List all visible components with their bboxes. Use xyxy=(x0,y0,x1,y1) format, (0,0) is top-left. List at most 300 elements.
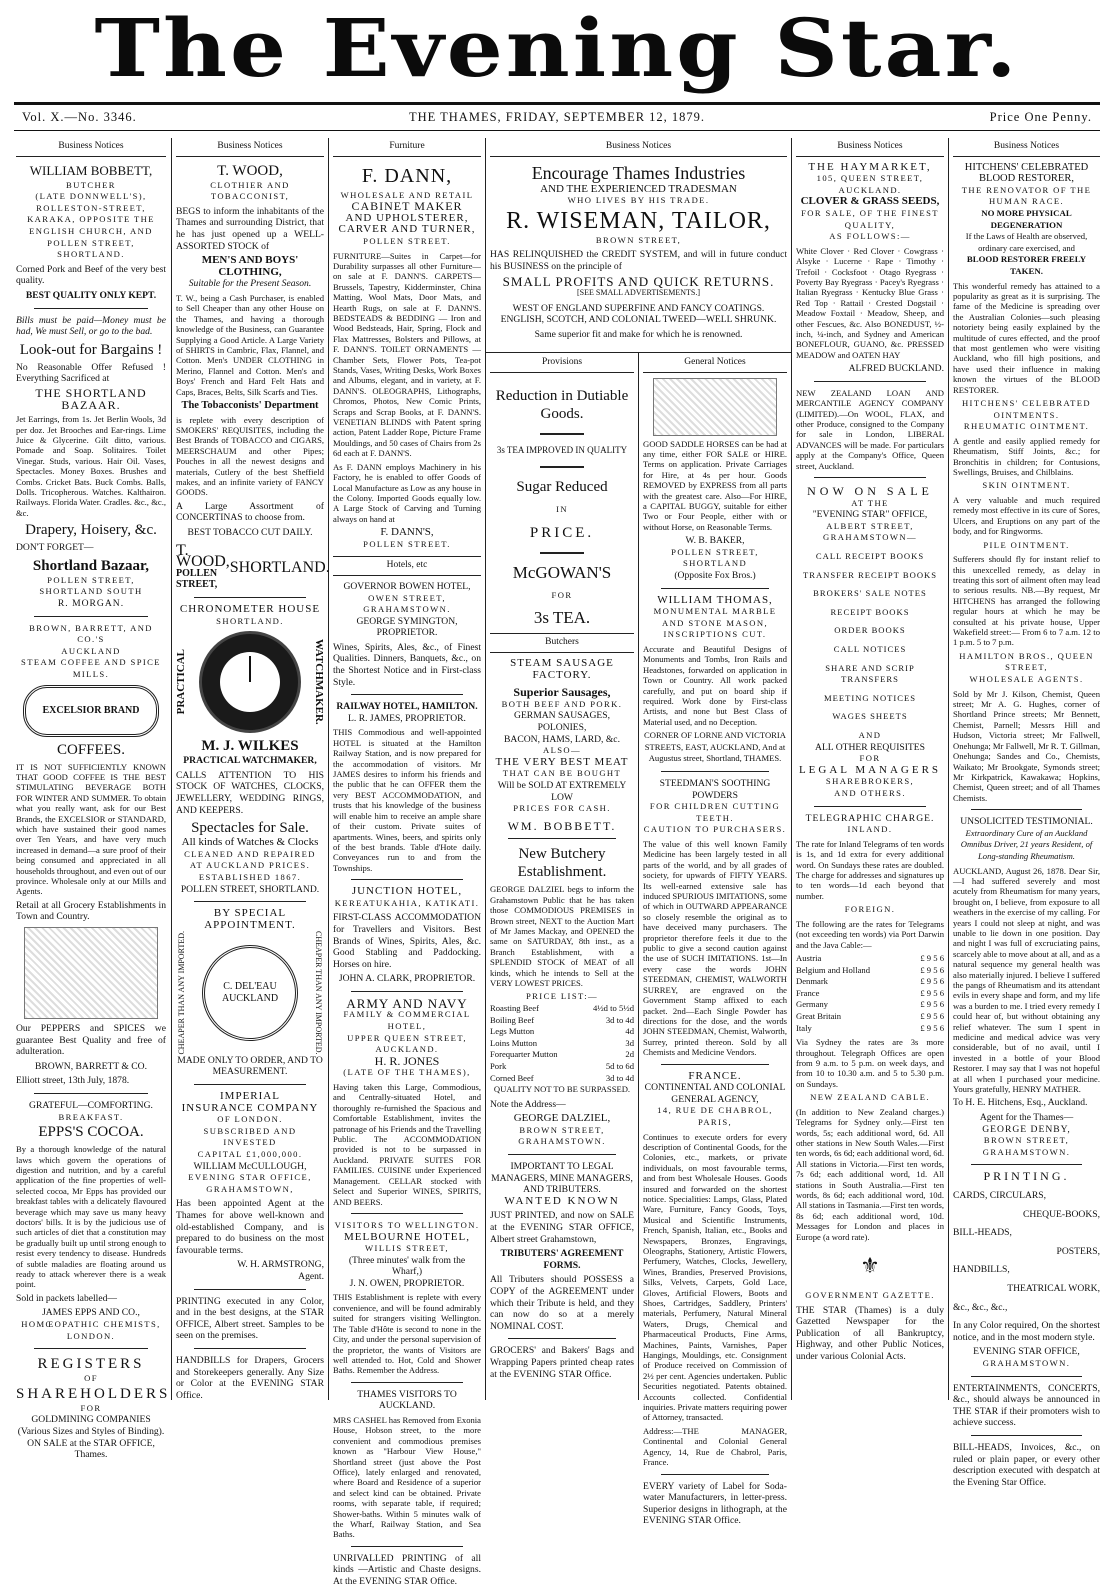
price-item: Legs Mutton xyxy=(490,1026,535,1037)
advert-body: Has been appointed Agent at the Thames for above well-known and old-established Company, and is prepared to do business on the most favourable terms. xyxy=(176,1198,324,1256)
advert-headline: TRIBUTERS' AGREEMENT FORMS. xyxy=(500,1248,624,1271)
brand-label: EXCELSIOR BRAND xyxy=(42,704,140,716)
divider xyxy=(351,694,463,695)
stationery-item: WAGES SHEETS xyxy=(832,711,908,722)
advert-title: GRATEFUL—COMFORTING. xyxy=(29,1099,153,1111)
advert-title: REGISTERS xyxy=(37,1356,145,1373)
advert-line: FOR xyxy=(859,753,881,764)
horse-carriage-illustration xyxy=(653,378,777,436)
advert-title: VISITORS TO WELLINGTON. xyxy=(334,1219,480,1230)
advert-trade: PRACTICAL WATCHMAKER, xyxy=(183,755,317,767)
advert-address: POLLEN STREET, SHORTLAND SOUTH xyxy=(39,574,143,597)
advert-tagline: BEST QUALITY ONLY KEPT. xyxy=(25,289,157,301)
advert-body: Sold by Mr J. Kilson, Chemist, Queen street; Mr A. G. Hughes, corner of Shortland Prince streets; Mr Bennett, Chemist, Parnell; Messrs Hill and Hudson, Victoria street; Mr Fallwell, Onehunga; Mr Fallwell, Mr R. T. Gillman, Onehunga; Sandes and Co., Chemists, Waikato; Mr Brookgate, Symonds street; Mr Kirkpatrick, Kawakawa; Hopkins, Chemist, Queen street; and of all Thames Chemists. xyxy=(953,688,1100,803)
advert-role: Agent. xyxy=(298,1270,324,1282)
divider xyxy=(194,1348,306,1349)
advert-location: POLLEN STREET. xyxy=(363,538,451,549)
signature-name: T. WOOD, xyxy=(176,541,230,571)
advert-line: If the Laws of Health are observed, ordinary care exercised, and xyxy=(965,231,1088,253)
advert-line: 3s TEA IMPROVED IN QUALITY xyxy=(496,444,628,455)
divider xyxy=(971,1376,1082,1377)
divider xyxy=(540,466,584,468)
column-3 xyxy=(333,138,481,1587)
advert-name: W. B. BAKER, xyxy=(685,535,745,547)
advert-body: The rate for Inland Telegrams of ten words is 1s, and 1d extra for every additional word. On Sundays these rates are doubled. The charge for addresses and signatures up to ten words—1d each beyond that number. xyxy=(796,838,944,901)
advert-body: GEORGE DALZIEL begs to inform the Grahamstown Public that he has taken those COMMODIOUS PREMISES in Brown street, NEXT to the Auction Mart of Mr James Mackay, and OPENED the same on SATURDAY, 8th inst., as a Branch Establishment, with a SPLENDID STOCK of MEAT of all kinds, which he intends to Sell at the VERY LOWEST PRICES. xyxy=(490,884,634,988)
brand-labels-illustration xyxy=(24,927,158,1019)
rate-row xyxy=(796,988,944,1000)
divider xyxy=(508,1338,616,1339)
advert-line: MADE ONLY TO ORDER, AND TO MEASUREMENT. xyxy=(177,1054,323,1078)
advert-line: OF LONDON. xyxy=(217,1114,283,1125)
advert-line: SHAREBROKERS, xyxy=(825,776,915,787)
advert-body: AUCKLAND, August 26, 1878. Dear Sir,—I had suffered severely and most acutely from Rheumatism for many years, brought on, I believe, from exposure to all weathers in the exercise of my calling. For years I could not sleep at night, and was unable to lie down in one position. Day and night I was full of excruciating pains, scarcely able to move about at all, and as a natural sequence my general health was also materially injured. I believe I suffered the pangs of Rheumatism and its attendant evils in every shape and form, and my life was a burden to me. I tried every remedy I could hear of, but without obtaining any relief whatever. The sum I spent in medicine and medical advice was very considerable, but of no avail, until I invested in a bottle of your Blood Restorer. I may say that I was not hopeful at all when I purchased your medicine. Yours gratefully, HENRY MATHER. xyxy=(953,865,1100,1095)
advert-line: AT THE xyxy=(851,497,889,508)
rate-country: Belgium and Holland xyxy=(796,964,870,975)
advert-name: GEORGE DENBY, xyxy=(982,1123,1071,1135)
advert-title: SHAREHOLDERS xyxy=(16,1385,171,1402)
price-row xyxy=(490,1038,634,1050)
divider xyxy=(351,1213,463,1214)
price-list xyxy=(490,1003,634,1084)
divider xyxy=(971,809,1082,810)
column-separator xyxy=(638,352,639,1400)
advert-side-label: CHEAPER THAN ANY IMPORTED. xyxy=(314,931,323,1055)
advert-headline: Goods. xyxy=(540,405,584,422)
advert-line: IN xyxy=(556,504,568,515)
printing-item: BILL-HEADS, xyxy=(953,1227,1012,1239)
advert-headline: Reduction in Dutiable xyxy=(495,387,629,404)
price-row xyxy=(490,1061,634,1073)
divider xyxy=(814,381,926,382)
price-item: Corned Beef xyxy=(490,1072,534,1083)
advert-body: All Tributers should POSSESS a COPY of the AGREEMENT under which their Tribute is held, and they can now do so at a merely NOMINAL COST. xyxy=(490,1274,634,1332)
advert-subtitle: INLAND. xyxy=(847,824,893,835)
advert-headline: MEN'S AND BOYS' CLOTHING, xyxy=(201,254,299,278)
price-item: Pork xyxy=(490,1060,507,1071)
advert-line: GRAHAMSTOWN. xyxy=(982,1357,1071,1368)
stationery-item: ORDER BOOKS xyxy=(834,625,906,636)
divider xyxy=(814,806,926,807)
price-value: 4d xyxy=(625,1026,634,1037)
advert-headline: Spectacles for Sale. xyxy=(191,820,309,837)
divider xyxy=(194,901,306,902)
advert-title: Look-out for Bargains ! xyxy=(19,341,163,358)
advert-body: GROCERS' and Bakers' Bags and Wrapping Papers printed cheap rates at the EVENING STAR Office. xyxy=(490,1345,634,1380)
price-list-title: PRICE LIST:— xyxy=(526,991,598,1002)
rate-row xyxy=(796,976,944,988)
advert-name: EPPS'S COCOA. xyxy=(38,1124,144,1141)
advert-line: AS FOLLOWS:— xyxy=(829,231,911,242)
advert-title: New Butchery Establishment. xyxy=(517,846,607,881)
advert-body: Sufferers should fly for instant relief to this unexcelled remedy, as delay in treating this sort of ailment often may lead to serious results. NB.—By request, Mr HITCHENS has arranged the following regular hours at which he may be consulted at his private house, Upper Wakefield street:— From 6 to 7 a.m. 12 to 1 p.m. 5 to 7 p.m. xyxy=(953,554,1100,648)
advert-line: Agent for the Thames— xyxy=(979,1112,1074,1124)
advert-name: WILLIAM McCULLOUGH, xyxy=(193,1160,307,1172)
advert-line: CAPITAL £1,000,000. xyxy=(197,1149,303,1159)
advert-subtitle: SKIN OINTMENT. xyxy=(982,480,1071,491)
rate-country: Germany xyxy=(796,999,828,1010)
advert-body: A very valuable and much required remedy most effective in its cure of Sores, Ulcers, and Eruptions on any part of the body, and for Ringworms. xyxy=(953,495,1100,537)
seal-label: C. DEL'EAU AUCKLAND xyxy=(221,981,279,1005)
advert-line: DON'T FORGET— xyxy=(16,542,94,554)
advert-side-label: PRACTICAL xyxy=(175,649,187,715)
advert-location: POLLEN STREET, SHORTLAND xyxy=(671,546,759,569)
advert-line: GRAHAMSTOWN, xyxy=(206,1183,294,1194)
advert-title: CHRONOMETER HOUSE xyxy=(179,603,321,615)
advert-body: This wonderful remedy has attained to a popularity as great as it is surprising. The fame of the Medicine is spreading over the Australian Colonies—such pleasing notoriety being easily explained by the multitude of cures effected, and the proof that most gentlemen who were visiting Auckland, who fill high positions, and have used their influence in making known the virtues of the BLOOD RESTORER. xyxy=(953,280,1100,395)
advert-trade: MONUMENTAL MARBLE AND STONE MASON, xyxy=(653,606,777,628)
advert-line: WHOLESALE AGENTS. xyxy=(969,674,1084,685)
advert-headline: BLOOD RESTORER FREELY TAKEN. xyxy=(966,254,1087,276)
divider xyxy=(971,1435,1082,1436)
advert-body: WEST OF ENGLAND SUPERFINE AND FANCY COATINGS. ENGLISH, SCOTCH, AND COLONIAL TWEED—WELL SHRUNK. xyxy=(500,302,777,326)
advert-shop: THE SHORTLAND BAZAAR. xyxy=(35,385,147,412)
divider xyxy=(351,1546,463,1547)
column-6 xyxy=(796,138,944,1400)
advert-name: MELBOURNE HOTEL, xyxy=(344,1230,470,1243)
advert-line: ALL OTHER REQUISITES xyxy=(815,741,925,753)
advert-body: GOOD SADDLE HORSES can be had at any time, either FOR SALE or HIRE. Terms on application. Private Carriages for Hire, at 4s per hour. Goods REMOVED by EXPRESS from all parts with the greatest care. Also—For HIRE, a CAPITAL BUGGY, suitable for either Two or Four People, either with or without Horse, on Reasonable Terms. xyxy=(643,438,787,532)
advert-body: THIS Commodious and well-appointed HOTEL is situated at the Hamilton Railway Station, and is now prepared for the accommodation of visitors. Mr JAMES desires to inform his friends and the public that he can OFFER them the very BEST ACCOMMODATION, and trusts that his knowledge of the business will enable him to receive an ample share of their custom. Private suites of apartments. Wines, beers, and spirits only of the best brands. Table d'Hote daily. Conveyances run to and from the Townships. xyxy=(333,727,481,873)
advert-name: THE HAYMARKET, xyxy=(808,160,932,173)
advert-headline: SMALL PROFITS AND QUICK RETURNS. xyxy=(502,273,775,289)
advert-note: [SEE SMALL ADVERTISEMENTS.] xyxy=(577,288,700,298)
rate-country: Austria xyxy=(796,952,822,963)
rate-row xyxy=(796,965,944,977)
section-heading: Business Notices xyxy=(796,138,944,157)
advert-line: To H. E. Hitchens, Esq., Auckland. xyxy=(953,1097,1088,1109)
advert-body: A Large Assortment of CONCERTINAS to choose from. xyxy=(176,500,324,524)
advert-line: BOTH BEEF AND PORK. xyxy=(501,698,623,709)
column-separator xyxy=(328,138,329,1400)
advert-headline: Sugar Reduced xyxy=(516,479,608,496)
printing-item: CHEQUE-BOOKS, xyxy=(1022,1208,1100,1220)
advert-line: THAT CAN BE BOUGHT xyxy=(502,768,622,779)
advert-title: UNSOLICITED TESTIMONIAL. xyxy=(960,816,1093,828)
column-1 xyxy=(16,138,171,1461)
advert-subtitle: BREAKFAST. xyxy=(58,1111,124,1122)
divider xyxy=(34,1348,148,1349)
advert-line: CAUTION TO PURCHASERS. xyxy=(643,824,787,835)
advert-line: SUBSCRIBED AND INVESTED xyxy=(203,1125,297,1148)
price-value: 3d to 4d xyxy=(605,1014,634,1025)
advert-name: GEORGE DALZIEL, xyxy=(513,1112,611,1125)
divider xyxy=(661,1474,769,1475)
advert-line: Will be SOLD AT EXTREMELY LOW xyxy=(497,779,627,803)
stationery-item: SHARE AND SCRIP TRANSFERS xyxy=(825,662,915,685)
advert-line: GOLDMINING COMPANIES xyxy=(31,1414,151,1426)
advert-title: IMPERIAL xyxy=(220,1090,280,1103)
rate-value: £ 9 5 6 xyxy=(920,952,944,963)
advert-subtitle: FOR CHILDREN CUTTING TEETH. xyxy=(649,801,781,823)
masthead xyxy=(0,0,1114,100)
advert-body: MRS CASHEL has Removed from Exonia House, Hobson street, to the more convenient and commodious premises known as "Harbour View House," Shortland street (just above the Post Office), lately enlarged and renovated, where Board and Residence of a superior and select kind can be obtained. Private rooms, with separate table, if required; Shower-baths. Within 5 minutes walk of the Wharf, Railway Station, and Sea Baths. xyxy=(333,1414,481,1540)
divider xyxy=(661,1064,769,1065)
price-item: Roasting Beef xyxy=(490,1002,539,1013)
printing-list xyxy=(953,1190,1100,1313)
advert-line: Suitable for the Present Season. xyxy=(188,278,312,290)
advert-name: CONTINENTAL AND COLONIAL GENERAL AGENCY, xyxy=(644,1082,786,1105)
advert-title: STEAM SAUSAGE FACTORY. xyxy=(510,656,614,681)
clock-icon xyxy=(199,631,301,733)
advert-line: "EVENING STAR" OFFICE, xyxy=(812,509,928,521)
advert-line: PRICES FOR CASH. xyxy=(513,803,611,814)
advert-line: FOR xyxy=(80,1402,102,1413)
advert-signature xyxy=(176,541,330,591)
advert-signature: W. H. ARMSTRONG, xyxy=(237,1259,324,1271)
advert-address: Address:—THE MANAGER, Continental and Colonial General Agency, 14, Rue de Chabrol, Paris, France. xyxy=(643,1425,787,1468)
advert-subtitle: FOREIGN. xyxy=(844,904,896,915)
rate-country: Great Britain xyxy=(796,1010,842,1021)
shirt-seal-row xyxy=(176,931,324,1055)
divider xyxy=(661,771,769,772)
advert-body: BILL-HEADS, Invoices, &c., on ruled or plain paper, or every other description executed with despatch at the Evening Star Office. xyxy=(953,1441,1100,1488)
advert-body: ENTERTAINMENTS, CONCERTS, &c., should always be announced in THE STAR if their promoters wish to achieve success. xyxy=(953,1382,1100,1429)
advert-owner: R. MORGAN. xyxy=(57,597,125,609)
advert-subtitle: Extraordinary Cure of an Auckland Omnibus Driver, 21 years Resident, of Long-standing Rheumatism. xyxy=(960,827,1093,861)
rate-row xyxy=(796,1011,944,1023)
printing-item: HANDBILLS, xyxy=(953,1264,1010,1276)
advert-title: INSURANCE COMPANY xyxy=(181,1101,319,1114)
advert-body: PRINTING executed in any Color, and in the best designs, at the STAR OFFICE, Albert street. Samples to be seen on the premises. xyxy=(176,1295,324,1342)
divider xyxy=(661,588,769,589)
advert-body: Continues to execute orders for every description of Continental Goods, for the Colonies, etc., markets, or private individuals, on most favourable terms, and from best Wholesale Houses. Goods insured and forwarded on the shortest notice. Specialities: Lamps, Glass, Plated Ware, Furniture, Fancy Goods, Toys, Musical and Scientific Instruments, French, Spanish, Italian, etc., Books and Newspapers, Bronzes, Engravings, Oleographs, Stationery, Artistic Flowers, Perfumery, Watches, Clocks, Jewellery, Wines, Brandies, Preserved Provisions, Silks, Velvets, Carpets, Gold Lace, Gloves, Artificial Flowers, Boots and Shoes, Cartridges, Saddlery, Printers' materials, Perfumery, Natural Mineral Waters, Drugs, Chemical and Pharmaceutical Products, Fine Arms, Machines, Paints, Varnishes, Paper Hangings, Mouldings, etc. Consignment of Produce received on Commission of 2½ per cent. Agencies undertaken. Public Securities negotiated. Patents obtained. Accounts collected. Confidential inquiries. Private matters requiring power of Attorney, transacted. xyxy=(643,1131,787,1423)
advert-location: BROWN STREET, GRAHAMSTOWN. xyxy=(982,1135,1071,1157)
advert-signature: BROWN, BARRETT & CO. xyxy=(34,1060,148,1072)
advert-headline: THE VERY BEST MEAT xyxy=(495,755,629,768)
stationery-item: BROKERS' SALE NOTES xyxy=(813,588,927,599)
price-value: 4½d to 5½d xyxy=(592,1002,634,1013)
advert-body: CALLS ATTENTION TO HIS STOCK OF WATCHES, CLOCKS, JEWELLERY, WEDDING RINGS, AND KEEPERS. xyxy=(176,769,324,816)
price-item: Forequarter Mutton xyxy=(490,1049,558,1060)
advert-body: By a thorough knowledge of the natural laws which govern the operations of digestion and nutrition, and by a careful application of the fine properties of well-selected cocoa, Mr Epps has provided our breakfast tables with a delicately flavoured beverage which may save us many heavy doctors' bills. It is by the judicious use of such articles of diet that a constitution may be gradually built up until strong enough to resist every tendency to disease. Hundreds of subtle maladies are floating around us ready to attack wherever there is a weak point. xyxy=(16,1144,166,1290)
advert-firm-address: HOMŒOPATHIC CHEMISTS, LONDON. xyxy=(21,1319,161,1341)
advert-title: HITCHENS' CELEBRATED BLOOD RESTORER, xyxy=(964,161,1089,185)
advert-body: In any Color required, On the shortest notice, and in the most modern style. xyxy=(953,1320,1100,1343)
divider xyxy=(540,552,584,554)
advert-body: Sold in packets labelled— xyxy=(16,1292,117,1304)
divider xyxy=(351,879,463,880)
advert-place: AUCKLAND xyxy=(61,645,121,656)
advert-line: (Three minutes' walk from the Wharf,) xyxy=(348,1254,466,1278)
dateline-rule xyxy=(14,130,1100,131)
advert-body: FIRST-CLASS ACCOMMODATION for Travellers and Visitors. Best Brands of Wines, Spirits, Ales, &c. Good Stabling and Paddocking. Horses on hire. xyxy=(333,912,481,970)
advert-proprietor: J. N. OWEN, PROPRIETOR. xyxy=(349,1277,465,1289)
advert-headline: Superior Sausages, xyxy=(513,685,611,700)
section-heading: Furniture xyxy=(333,138,481,157)
advert-title: PRINTING. xyxy=(983,1169,1070,1184)
advert-body: A gentle and easily applied remedy for Rheumatism, Stiff Joints, &c.; for Bronchitis in children; for Contusions, Swellings, Bruises, and Chilblains. xyxy=(953,435,1100,477)
advert-title: THAMES VISITORS TO AUCKLAND. xyxy=(357,1388,457,1412)
rate-country: Italy xyxy=(796,1022,812,1033)
advert-title: BY SPECIAL APPOINTMENT. xyxy=(204,907,296,931)
advert-location: POLLEN STREET. xyxy=(363,235,451,246)
divider xyxy=(540,433,584,435)
divider xyxy=(508,838,616,839)
advert-subtitle: THE RENOVATOR OF THE HUMAN RACE. xyxy=(961,184,1092,207)
advert-location: BROWN STREET, GRAHAMSTOWN. xyxy=(518,1124,606,1147)
advert-line: AND xyxy=(858,729,882,740)
advert-body: IT IS NOT SUFFICIENTLY KNOWN THAT GOOD COFFEE IS THE BEST STIMULATING BEVERAGE BOTH FOR WINTER AND SUMMER. To obtain what you really want, ask for our Best Brands, the EXCELSIOR or STANDARD, which have sustained their good names over Ten Years, and have very much increased in demand—a sure proof of their being consumed and appreciated in all households throughout, and even out of our province. Wholesale only at our Mills and Agents. xyxy=(16,761,166,897)
advert-location: SHORTLAND. xyxy=(216,615,284,626)
section-heading: Provisions xyxy=(490,354,634,373)
advert-location: BROWN STREET, xyxy=(595,234,682,245)
advert-line: FOR xyxy=(551,589,573,600)
advert-line: ALSO— xyxy=(542,745,582,756)
advert-location: OWEN STREET, GRAHAMSTOWN. xyxy=(363,592,451,615)
rate-value: £ 9 5 6 xyxy=(920,1010,944,1021)
advert-side-label: WATCHMAKER. xyxy=(313,639,325,726)
advert-name: M. J. WILKES xyxy=(201,738,299,755)
advert-title: GOVERNMENT GAZETTE. xyxy=(805,1290,935,1301)
advert-line: ESTABLISHED 1867. xyxy=(198,871,302,882)
advert-line: GRAHAMSTOWN— xyxy=(823,532,917,543)
advert-firm: JAMES EPPS AND CO., xyxy=(42,1307,140,1319)
advert-body: The value of this well known Family Medicine has been largely tested in all parts of the world, and by all grades of society, for upwards of FIFTY YEARS. Its well-earned extensive sale has induced SPURIOUS IMITATIONS, some of which in OUTWARD APPEARANCE so closely resemble the original as to have deceived many purchasers. The proprietor therefore feels it due to the public to give a second caution against the use of SUCH IMITATIONS. 1st—In every case the words JOHN STEEDMAN, CHEMIST, WALWORTH SURREY, are engraved on the Government Stamp affixed to each packet. 2nd—Each Single Powder has directions for the dose, and the words JOHN STEEDMAN, Chemist, Walworth, Surrey, printed thereon. Sold by all Chemists and Medicine Vendors. xyxy=(643,839,787,1058)
advert-title: HITCHENS' CELEBRATED OINTMENTS. xyxy=(961,398,1092,420)
shirt-manufactory-seal xyxy=(202,945,298,1041)
clock-illustration-row xyxy=(176,627,324,737)
advert-body: HANDBILLS for Drapers, Grocers and Storekeepers generally. Any Size or Color at the EVENING STAR Office. xyxy=(176,1354,324,1401)
masthead-title: The Evening Star. xyxy=(94,1,1020,95)
advert-trade: CLOTHIER AND TOBACCONIST, xyxy=(210,179,290,202)
advert-line: INSCRIPTIONS CUT. xyxy=(663,629,767,640)
stationery-item: CALL RECEIPT BOOKS xyxy=(815,551,925,562)
advert-name: GOVERNOR BOWEN HOTEL, xyxy=(343,580,471,592)
advert-proprietor: GEORGE SYMINGTON, PROPRIETOR. xyxy=(356,615,458,639)
signature-location: POLLEN STREET, xyxy=(176,567,218,591)
section-heading: Business Notices xyxy=(490,138,787,157)
signature-town: SHORTLAND. xyxy=(229,559,330,577)
price-row xyxy=(490,1073,634,1085)
stationery-item: TRANSFER RECEIPT BOOKS xyxy=(802,569,938,580)
price-item: Boiling Beef xyxy=(490,1014,535,1025)
advert-body: UNRIVALLED PRINTING of all kinds —Artistic and Chaste designs. At the EVENING STAR Office. xyxy=(333,1552,481,1587)
advert-body: HAS RELINQUISHED the CREDIT SYSTEM, and will in future conduct his BUSINESS on the principle of xyxy=(490,249,787,272)
advert-location: KEREATUKAHIA, KATIKATI. xyxy=(334,897,480,908)
advert-title: FRANCE. xyxy=(688,1069,742,1082)
advert-line: WHO LIVES BY HIS TRADE. xyxy=(567,195,710,206)
advert-subtitle: No Reasonable Offer Refused ! Everything Sacrificed at xyxy=(16,361,166,385)
advert-line: ON SALE at the STAR OFFICE, Thames. xyxy=(27,1437,155,1461)
advert-body: As F. DANN employs Machinery in his Factory, he is enabled to offer Goods of Local Manufacture as Low as any house in the Colony. Imported Goods equally low. A Large Stock of Carving and Turning always on hand at xyxy=(333,461,481,524)
advert-title: NOW ON SALE xyxy=(807,484,933,499)
advert-note: (LATE DONNWELL'S), xyxy=(35,191,147,202)
price-value: 2d xyxy=(625,1049,634,1060)
price-row xyxy=(490,1015,634,1027)
advert-body: Wines, Spirits, Ales, &c., of Finest Qualities. Dinners, Banquets, &c., on the Shortest Notice and in First-class Style. xyxy=(333,641,481,688)
advert-line: (Opposite Fox Bros.) xyxy=(674,570,756,582)
advert-name: BROWN, BARRETT, AND CO.'S xyxy=(29,622,153,645)
column-4 xyxy=(490,354,634,1400)
stationery-item: CALL NOTICES xyxy=(833,644,907,654)
advert-name: RAILWAY HOTEL, HAMILTON. xyxy=(336,701,478,713)
advert-line: ALBERT STREET, xyxy=(826,520,914,531)
advert-trade: CARVER AND TURNER, xyxy=(338,223,476,236)
column-4-top xyxy=(490,138,787,338)
section-heading: Business Notices xyxy=(176,138,324,157)
advert-location: POLLEN STREET, SHORTLAND. xyxy=(180,883,320,895)
advert-body: Corned Pork and Beef of the very best quality. xyxy=(16,263,166,287)
advert-body: The following are the rates for Telegrams (not exceeding ten words) via Port Darwin and the Java Cable:— xyxy=(796,918,944,950)
advert-body: EVERY variety of Label for Soda-water Manufacturers, in letter-press. Superior designs in lithograph, at the EVENING STAR Office. xyxy=(643,1480,787,1527)
issue-date: THE THAMES, FRIDAY, SEPTEMBER 12, 1879. xyxy=(408,110,706,124)
rate-value: £ 9 5 6 xyxy=(920,976,944,987)
advert-line: Note the Address— xyxy=(490,1098,566,1110)
advert-line: OF xyxy=(84,1373,98,1384)
advert-title: STEEDMAN'S SOOTHING POWDERS xyxy=(659,778,771,801)
advert-line: BEST TOBACCO CUT DAILY. xyxy=(187,527,313,539)
advert-line: BACON, HAMS, LARD, &c. xyxy=(504,733,620,745)
advert-title: TELEGRAPHIC CHARGE. xyxy=(805,812,935,824)
advert-subtitle: PILE OINTMENT. xyxy=(983,539,1070,550)
rate-value: £ 9 5 6 xyxy=(920,1022,944,1033)
column-separator xyxy=(171,138,172,1400)
advert-body: Retail at all Grocery Establishments in Town and Country. xyxy=(16,899,166,923)
excelsior-brand-logo xyxy=(23,685,159,737)
section-heading: Hotels, etc xyxy=(333,556,481,576)
advert-signature: F. DANN'S, xyxy=(380,526,434,539)
divider xyxy=(814,477,926,478)
advert-subtitle: NEW ZEALAND CABLE. xyxy=(810,1092,930,1103)
advert-line: AND OTHERS. xyxy=(834,787,906,798)
advert-location: AUCKLAND. xyxy=(838,184,902,195)
coat-of-arms-icon: ⚜ xyxy=(860,1253,880,1279)
advert-line: EVENING STAR OFFICE, xyxy=(973,1346,1080,1358)
price-value: 3d xyxy=(625,1037,634,1048)
price-value: 3d to 4d xyxy=(605,1072,634,1083)
advert-line: HAMILTON BROS., QUEEN STREET, xyxy=(959,650,1094,673)
rate-row xyxy=(796,953,944,965)
column-7 xyxy=(953,138,1100,1488)
rate-value: £ 9 5 6 xyxy=(920,999,944,1010)
volume-number: Vol. X.—No. 3346. xyxy=(22,110,137,124)
advert-headline: WANTED KNOWN xyxy=(504,1194,620,1207)
printing-item: &c., &c., &c., xyxy=(953,1301,1008,1313)
price-row xyxy=(490,1003,634,1015)
advert-line: LEGAL MANAGERS xyxy=(798,763,942,776)
advert-name: T. WOOD, xyxy=(217,162,283,179)
advert-name: McGOWAN'S xyxy=(512,562,612,582)
advert-name: R. WISEMAN, TAILOR, xyxy=(506,207,771,234)
advert-footer: Same superior fit and make for which he is renowned. xyxy=(534,328,743,340)
advert-location: WILLIS STREET, xyxy=(365,1243,449,1254)
column-separator xyxy=(791,138,792,1400)
advert-address: 14, RUE DE CHABROL, PARIS, xyxy=(657,1105,773,1127)
printing-item: CARDS, CIRCULARS, xyxy=(953,1190,1047,1201)
divider xyxy=(194,597,306,598)
advert-body: FURNITURE—Suites in Carpet—for Durability surpasses all other Furniture—on sale at F. DANN'S. CARPETS—Brussels, Tapestry, Kidderminster, China Matting, Wool Mats, Door Mats, and Hearth Rugs, on sale at F. DANN'S. BEDSTEADS & BEDDING — Iron and Wood Bedsteads, Hair, Spring, Flock and Flax Mattresses, Bolsters and Pillows, at F. DANN'S. TOILET ORNAMENTS — Chamber Sets, Flower Pots, Tea-pot Stands, Vases, Writing Desks, Work Boxes and Albums, elegant, and in variety, at F. DANN'S. OLEOGRAPHS, Lithographs, Chromos, Photos, New Comic Prints, Scraps and Scrap Books, at F. DANN'S. VENETIAN BLINDS with Patent spring action, Patent Ladder Rope, Picture Frame Mouldings, and 50 cases of Chairs from 2s 6d each at F. DANN'S. xyxy=(333,250,481,459)
advert-signature: WM. BOBBETT. xyxy=(507,818,617,833)
divider xyxy=(351,991,463,992)
advert-headline: CLOVER & GRASS SEEDS, xyxy=(800,195,940,208)
advert-trade: AND UPHOLSTERER, xyxy=(345,211,469,224)
advert-address: CORNER OF LORNE AND VICTORIA STREETS, EAST, AUCKLAND, And at Augustus street, Shortland, THAMES. xyxy=(644,730,786,764)
advert-body: Accurate and Beautiful Designs of Monuments and Tombs, Iron Rails and Headstones, forwarded on application in Town or Country. All work packed carefully, and put on board ship if required. Work done by First-class Artists, and none but Best Class of Material used, and no Deception. xyxy=(643,644,787,727)
divider xyxy=(194,1084,306,1085)
advert-body: (In addition to New Zealand charges.) Telegrams for Sydney only.—First ten words, 5s; each additional word, 6d. All other stations in New South Wales.—First ten words, 6s 6d; each additional word, 6d. All stations in Victoria.—First ten words, 7s 6d; each additional word, 1d. All stations in South Australia.—First ten words, 8s 6d; each additional word, 10d. All stations in Tasmania.—First ten words, 8s 6d; each additional word, 10d. Messages for London and places in Europe (a word rate). xyxy=(796,1106,944,1242)
advert-body: White Clover · Red Clover · Cowgrass · Alsyke · Lucerne · Rape · Timothy · Trefoil · Cocksfoot · Otago Ryegrass · Poverty Bay Ryegrass · Pacey's Ryegrass · Italian Ryegrass · Kentucky Blue Grass · Red Top · Rattail · Crested Dogstail · Meadow Foxtail · Meadow, Sheep, and other Fescues, &c. Also BONEDUST, ½-inch, ¼-inch, and Sydney and American BONEFLOUR, GUANO, &c. PRESSED MEADOW and OATEN HAY xyxy=(796,245,944,360)
advert-line: EVENING STAR OFFICE, xyxy=(188,1172,312,1183)
advert-proprietor: L. R. JAMES, PROPRIETOR. xyxy=(348,712,466,724)
rate-row xyxy=(796,1023,944,1035)
advert-body: BEGS to inform the inhabitants of the Thames and surrounding District, that he has just opened up a WELL-ASSORTED STOCK of xyxy=(176,205,324,252)
column-separator xyxy=(948,138,949,1400)
section-heading: Business Notices xyxy=(953,138,1100,157)
advert-body: NEW ZEALAND LOAN AND MERCANTILE AGENCY COMPANY (LIMITED).—On WOOL, FLAX, and other Produce, consigned to the Company for sale in London, LIBERAL ADVANCES will be made. For particulars apply at the Company's Office, Queen street, Auckland. xyxy=(796,387,944,471)
column-5 xyxy=(643,354,787,1527)
advert-trade: BUTCHER xyxy=(66,179,116,190)
